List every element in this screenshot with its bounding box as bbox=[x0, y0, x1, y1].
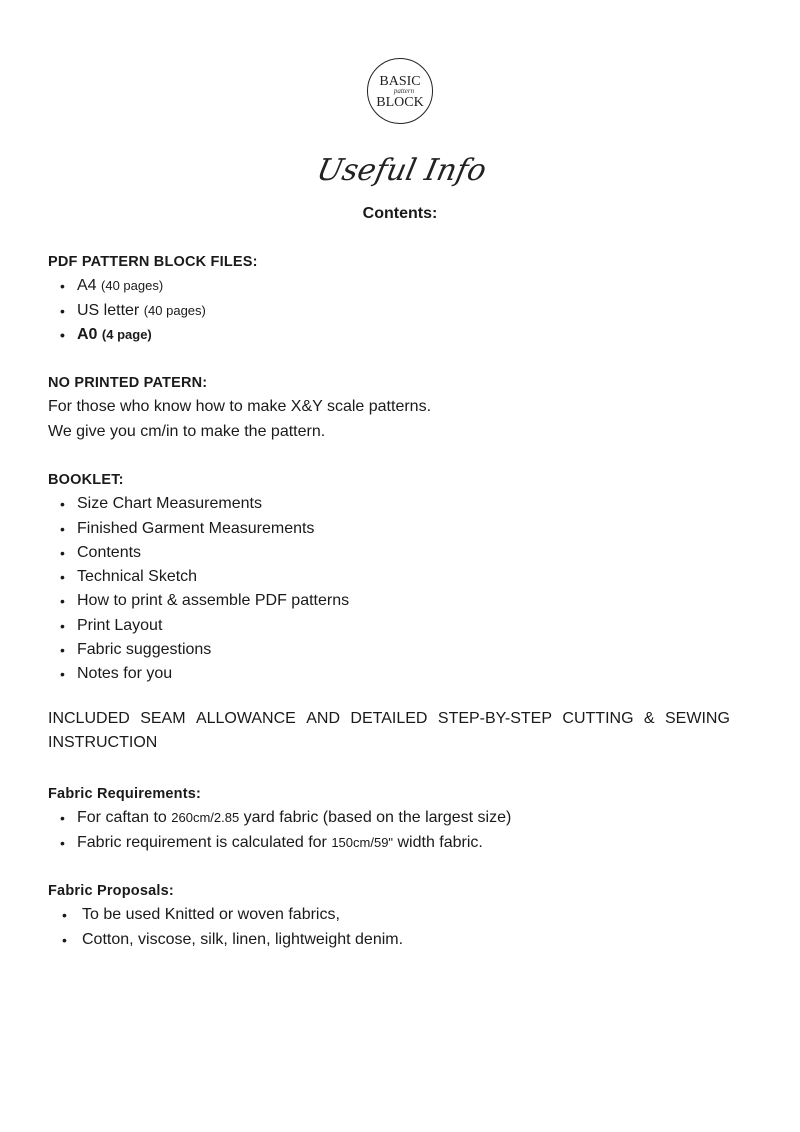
fabric-proposals-section bbox=[48, 879, 738, 952]
fabric-proposals-heading: Fabric Proposals: bbox=[48, 883, 174, 899]
item-note: (4 page) bbox=[101, 326, 152, 342]
list-item bbox=[48, 806, 738, 830]
list-item bbox=[48, 274, 738, 298]
logo-line1: BASIC bbox=[379, 74, 421, 89]
included-line-1 bbox=[48, 707, 730, 731]
list-item: • To be used Knitted or woven fabrics, bbox=[48, 903, 738, 927]
useful-info-text: Useful Info bbox=[313, 153, 490, 188]
item-label: US letter bbox=[77, 301, 140, 319]
no-printed-section bbox=[48, 371, 738, 444]
list-item: • How to print & assemble PDF patterns bbox=[48, 589, 738, 613]
included-section bbox=[48, 707, 738, 756]
contents-heading: Contents: bbox=[362, 205, 438, 222]
list-item bbox=[48, 831, 738, 855]
pdf-files-list bbox=[48, 274, 738, 347]
booklet-section bbox=[48, 468, 738, 687]
list-item: • Contents bbox=[48, 541, 738, 565]
fabric-amount: 260cm/2.85 bbox=[171, 810, 240, 826]
included-word: & bbox=[643, 710, 655, 727]
pdf-files-heading: PDF PATTERN BLOCK FILES: bbox=[48, 254, 258, 270]
included-line-2: INSTRUCTION bbox=[48, 734, 158, 752]
list-item bbox=[48, 323, 738, 347]
logo-line2: BLOCK bbox=[376, 95, 424, 110]
basic-block-logo bbox=[366, 57, 434, 125]
included-word: DETAILED bbox=[350, 710, 428, 727]
included-word: SEAM bbox=[140, 710, 186, 727]
item-note: (40 pages) bbox=[101, 278, 164, 294]
logo-script: pattern bbox=[393, 87, 415, 95]
fabric-width: 150cm/59" bbox=[331, 834, 394, 850]
included-word: AND bbox=[306, 710, 341, 727]
item-note: (40 pages) bbox=[143, 302, 206, 318]
no-printed-heading: NO PRINTED PATERN: bbox=[48, 375, 208, 391]
text-part: yard fabric (based on the largest size) bbox=[239, 809, 512, 827]
text-part: For caftan to bbox=[77, 809, 172, 827]
no-printed-line: For those who know how to make X&Y scale patterns. bbox=[48, 398, 432, 416]
list-item: • Size Chart Measurements bbox=[48, 492, 738, 516]
included-word: SEWING bbox=[665, 710, 730, 727]
booklet-list bbox=[48, 492, 738, 686]
included-word: ALLOWANCE bbox=[195, 710, 296, 727]
text-part: Fabric requirement is calculated for bbox=[77, 833, 332, 851]
fabric-requirements-list bbox=[48, 806, 738, 855]
list-item: • Finished Garment Measurements bbox=[48, 517, 738, 541]
list-item: • Cotton, viscose, silk, linen, lightweight denim. bbox=[48, 928, 738, 952]
list-item: • Fabric suggestions bbox=[48, 638, 738, 662]
list-item: • Print Layout bbox=[48, 614, 738, 638]
list-item bbox=[48, 299, 738, 323]
logo-emblem bbox=[366, 57, 434, 125]
no-printed-line: We give you cm/in to make the pattern. bbox=[48, 422, 326, 440]
included-word: INCLUDED bbox=[48, 710, 130, 727]
pdf-files-section bbox=[48, 250, 738, 347]
useful-info-title bbox=[300, 140, 500, 196]
included-word: STEP-BY-STEP bbox=[437, 710, 552, 727]
fabric-requirements-heading: Fabric Requirements: bbox=[48, 786, 202, 802]
item-label: A4 bbox=[77, 277, 97, 295]
included-word: CUTTING bbox=[562, 710, 634, 727]
text-part: width fabric. bbox=[393, 833, 483, 851]
list-item: • Technical Sketch bbox=[48, 565, 738, 589]
booklet-heading: BOOKLET: bbox=[48, 472, 124, 488]
list-item: • Notes for you bbox=[48, 662, 738, 686]
item-label: A0 bbox=[77, 325, 98, 343]
fabric-requirements-section bbox=[48, 782, 738, 855]
fabric-proposals-list bbox=[48, 903, 738, 952]
